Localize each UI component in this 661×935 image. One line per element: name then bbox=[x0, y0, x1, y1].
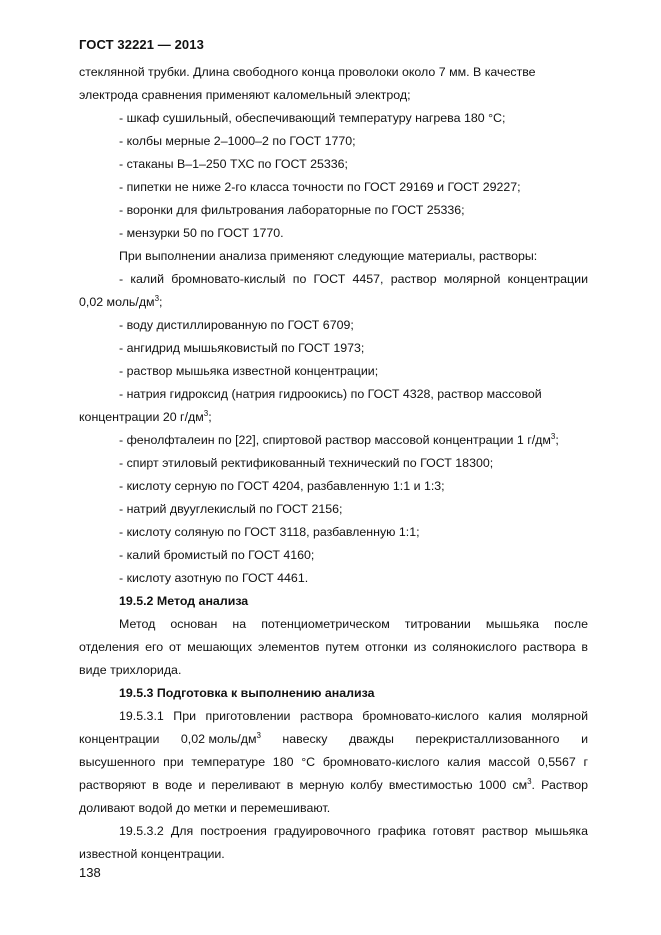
superscript: 3 bbox=[256, 730, 261, 740]
list-item: - колбы мерные 2–1000–2 по ГОСТ 1770; bbox=[119, 134, 356, 148]
list-item: - воду дистиллированную по ГОСТ 6709; bbox=[119, 318, 354, 332]
text-fragment: дважды bbox=[348, 732, 394, 746]
text-line: стеклянной трубки. Длина свободного конца проволоки около 7 мм. В качестве bbox=[79, 65, 536, 79]
text-fragment: навеску bbox=[282, 732, 328, 746]
document-body bbox=[79, 61, 588, 866]
paragraph: доливают водой до метки и перемешивают. bbox=[79, 801, 331, 815]
paragraph: отделения его от мешающих элементов путем отгонки из солянокислого раствора в bbox=[79, 640, 588, 654]
paragraph: Метод основан на потенциометрическом титровании мышьяка после bbox=[119, 617, 588, 631]
paragraph: известной концентрации. bbox=[79, 847, 225, 861]
paragraph bbox=[79, 728, 588, 751]
list-item bbox=[79, 429, 588, 452]
text-fragment: ; bbox=[555, 433, 559, 447]
text-fragment: концентрации 20 г/дм bbox=[79, 410, 204, 424]
paragraph bbox=[79, 774, 588, 797]
text-fragment: ; bbox=[159, 295, 163, 309]
list-item: - кислоту серную по ГОСТ 4204, разбавленную 1:1 и 1:3; bbox=[119, 479, 445, 493]
paragraph: 19.5.3.2 Для построения градуировочного графика готовят раствор мышьяка bbox=[119, 824, 588, 838]
paragraph: При выполнении анализа применяют следующие материалы, растворы: bbox=[119, 249, 538, 263]
list-item: - мензурки 50 по ГОСТ 1770. bbox=[119, 226, 284, 240]
list-item: - калий бромистый по ГОСТ 4160; bbox=[119, 548, 315, 562]
paragraph: виде трихлорида. bbox=[79, 663, 182, 677]
superscript: 3 bbox=[550, 431, 556, 441]
list-item: - пипетки не ниже 2-го класса точности по ГОСТ 29169 и ГОСТ 29227; bbox=[119, 180, 521, 194]
list-item-continuation bbox=[79, 291, 588, 314]
text-fragment: ; bbox=[208, 410, 212, 424]
page-number: 138 bbox=[79, 865, 101, 880]
list-item: - ангидрид мышьяковистый по ГОСТ 1973; bbox=[119, 341, 365, 355]
text-fragment: перекристаллизованного bbox=[415, 732, 560, 746]
list-item: - кислоту соляную по ГОСТ 3118, разбавленную 1:1; bbox=[119, 525, 420, 539]
text-fragment: 0,02 моль/дм bbox=[180, 732, 257, 746]
document-header: ГОСТ 32221 — 2013 bbox=[79, 37, 204, 52]
list-item: - калий бромновато-кислый по ГОСТ 4457, раствор молярной концентрации bbox=[119, 272, 588, 286]
text-line: электрода сравнения применяют каломельный электрод; bbox=[79, 88, 411, 102]
text-fragment: . Раствор bbox=[531, 778, 588, 792]
superscript: 3 bbox=[203, 408, 209, 418]
text-fragment: - фенолфталеин по [22], спиртовой раствор массовой концентрации 1 г/дм bbox=[119, 433, 551, 447]
text-fragment: растворяют в воде и переливают в мерную колбу вместимостью 1000 см bbox=[79, 778, 528, 792]
section-heading: 19.5.2 Метод анализа bbox=[119, 594, 249, 608]
list-item: - стаканы В–1–250 ТХС по ГОСТ 25336; bbox=[119, 157, 348, 171]
list-item: - кислоту азотную по ГОСТ 4461. bbox=[119, 571, 309, 585]
superscript: 3 bbox=[527, 776, 532, 786]
list-item: - натрий двууглекислый по ГОСТ 2156; bbox=[119, 502, 343, 516]
list-item: - спирт этиловый ректификованный технический по ГОСТ 18300; bbox=[119, 456, 494, 470]
list-item: - воронки для фильтрования лабораторные по ГОСТ 25336; bbox=[119, 203, 465, 217]
list-item: - раствор мышьяка известной концентрации; bbox=[119, 364, 379, 378]
text-fragment bbox=[181, 728, 261, 751]
text-fragment: и bbox=[581, 732, 588, 746]
list-item-continuation bbox=[79, 406, 588, 429]
text-fragment: 0,02 моль/дм bbox=[79, 295, 155, 309]
superscript: 3 bbox=[154, 293, 160, 303]
section-heading: 19.5.3 Подготовка к выполнению анализа bbox=[119, 686, 375, 700]
text-fragment: концентрации bbox=[79, 732, 160, 746]
list-item: - натрия гидроксид (натрия гидроокись) по ГОСТ 4328, раствор массовой bbox=[119, 387, 542, 401]
list-item: - шкаф сушильный, обеспечивающий температуру нагрева 180 °С; bbox=[119, 111, 506, 125]
paragraph: высушенного при температуре 180 °С бромновато-кислого калия массой 0,5567 г bbox=[79, 755, 588, 769]
paragraph: 19.5.3.1 При приготовлении раствора бромновато-кислого калия молярной bbox=[119, 709, 588, 723]
